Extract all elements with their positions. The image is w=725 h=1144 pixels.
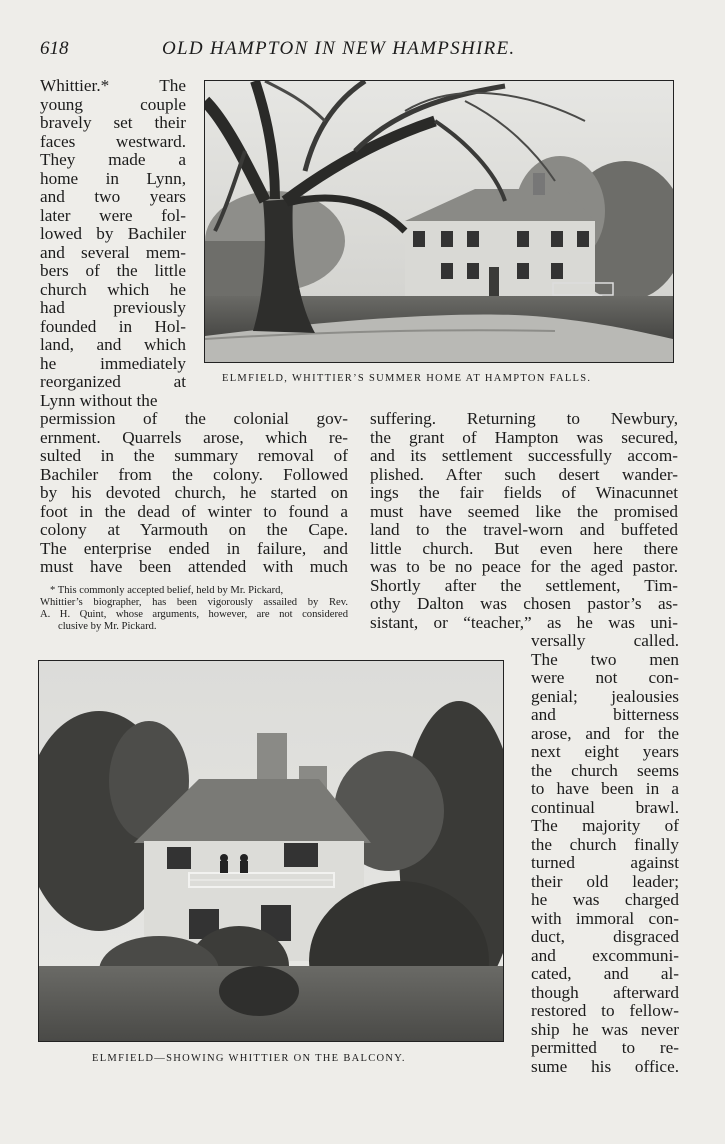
running-title: OLD HAMPTON IN NEW HAMPSHIRE.: [162, 38, 516, 59]
photo-elmfield-balcony: [38, 660, 504, 1042]
text-line: sistant, or “teacher,” as he was uni-: [370, 612, 678, 632]
text-line: and two years: [40, 187, 186, 206]
text-line: with immoral con-: [531, 908, 679, 928]
text-line: though afterward: [531, 982, 679, 1002]
text-line: were not con-: [531, 668, 679, 687]
text-line: ship he was never: [531, 1019, 679, 1039]
text-line: the grant of Hampton was secured,: [370, 427, 678, 447]
text-line: suffering. Returning to Newbury,: [370, 409, 678, 428]
page-number: 618: [40, 38, 69, 59]
text-line: had previously: [40, 298, 186, 317]
text-line: lowed by Bachiler: [40, 224, 186, 243]
text-line: and excommuni-: [531, 945, 679, 965]
text-line: othy Dalton was chosen pastor’s as-: [370, 594, 678, 613]
text-line: colony at Yarmouth on the Cape.: [40, 520, 348, 539]
text-line: sulted in the summary removal of: [40, 446, 348, 465]
top-photo-caption: ELMFIELD, WHITTIER’S SUMMER HOME AT HAMPTON FALLS.: [222, 373, 592, 384]
text-line: The enterprise ended in failure, and: [40, 538, 348, 558]
text-line: duct, disgraced: [531, 927, 679, 946]
text-line: reorganized at: [40, 372, 186, 391]
footnote-line: * This commonly accepted belief, held by Mr. Pickard,: [50, 585, 284, 596]
footnote-line: A. H. Quint, whose arguments, however, are not considered: [40, 609, 348, 620]
text-line: Bachiler from the colony. Followed: [40, 464, 348, 484]
text-line: bravely set their: [40, 113, 186, 132]
text-line: must have seemed like the promised: [370, 501, 678, 521]
text-line: the church finally: [531, 834, 679, 854]
text-line: land to the travel-worn and buffeted: [370, 520, 678, 539]
text-line: home in Lynn,: [40, 168, 186, 188]
text-line: genial; jealousies: [531, 686, 679, 706]
text-line: sume his office.: [531, 1056, 679, 1076]
text-line: church which he: [40, 279, 186, 299]
text-line: The two men: [531, 649, 679, 669]
text-line: continual brawl.: [531, 797, 679, 817]
text-line: Shortly after the settlement, Tim-: [370, 575, 678, 595]
text-line: faces westward.: [40, 131, 186, 151]
text-line: little church. But even here there: [370, 538, 678, 558]
text-line: he was charged: [531, 890, 679, 909]
footnote-line: Whittier’s biographer, has been vigorously assailed by Rev.: [40, 597, 348, 608]
text-line: the church seems: [531, 760, 679, 780]
text-line: Whittier.* The: [40, 76, 186, 95]
text-line: permitted to re-: [531, 1038, 679, 1057]
text-line: ernment. Quarrels arose, which re-: [40, 427, 348, 447]
text-line: must have been attended with much: [40, 557, 348, 576]
text-line: and bitterness: [531, 705, 679, 724]
text-line: and its settlement successfully accom-: [370, 446, 678, 465]
photo-elmfield-summer-home: [204, 80, 674, 363]
text-line: Lynn without the: [40, 390, 158, 410]
text-line: and several mem-: [40, 242, 186, 262]
text-line: They made a: [40, 150, 186, 169]
text-line: plished. After such desert wander-: [370, 464, 678, 484]
elm-and-house-illustration: [205, 81, 673, 362]
text-line: young couple: [40, 94, 186, 114]
text-line: was to be no peace for the aged pastor.: [370, 557, 678, 576]
text-line: The majority of: [531, 816, 679, 835]
footnote-line: clusive by Mr. Pickard.: [58, 621, 157, 632]
text-line: versally called.: [531, 631, 679, 650]
text-line: by his devoted church, he started on: [40, 483, 348, 502]
text-line: turned against: [531, 853, 679, 872]
text-line: bers of the little: [40, 261, 186, 280]
text-line: to have been in a: [531, 779, 679, 798]
text-line: foot in the dead of winter to found a: [40, 501, 348, 521]
bottom-photo-caption: ELMFIELD—SHOWING WHITTIER ON THE BALCONY.: [92, 1053, 406, 1064]
text-line: arose, and for the: [531, 723, 679, 743]
text-line: restored to fellow-: [531, 1001, 679, 1020]
text-line: next eight years: [531, 742, 679, 761]
text-line: cated, and al-: [531, 964, 679, 983]
house-balcony-illustration: [39, 661, 503, 1041]
text-line: founded in Hol-: [40, 316, 186, 336]
text-line: their old leader;: [531, 871, 679, 891]
text-line: ings the fair fields of Winacunnet: [370, 483, 678, 502]
text-line: land, and which: [40, 335, 186, 354]
text-line: he immediately: [40, 353, 186, 373]
text-line: permission of the colonial gov-: [40, 409, 348, 428]
text-line: later were fol-: [40, 205, 186, 225]
